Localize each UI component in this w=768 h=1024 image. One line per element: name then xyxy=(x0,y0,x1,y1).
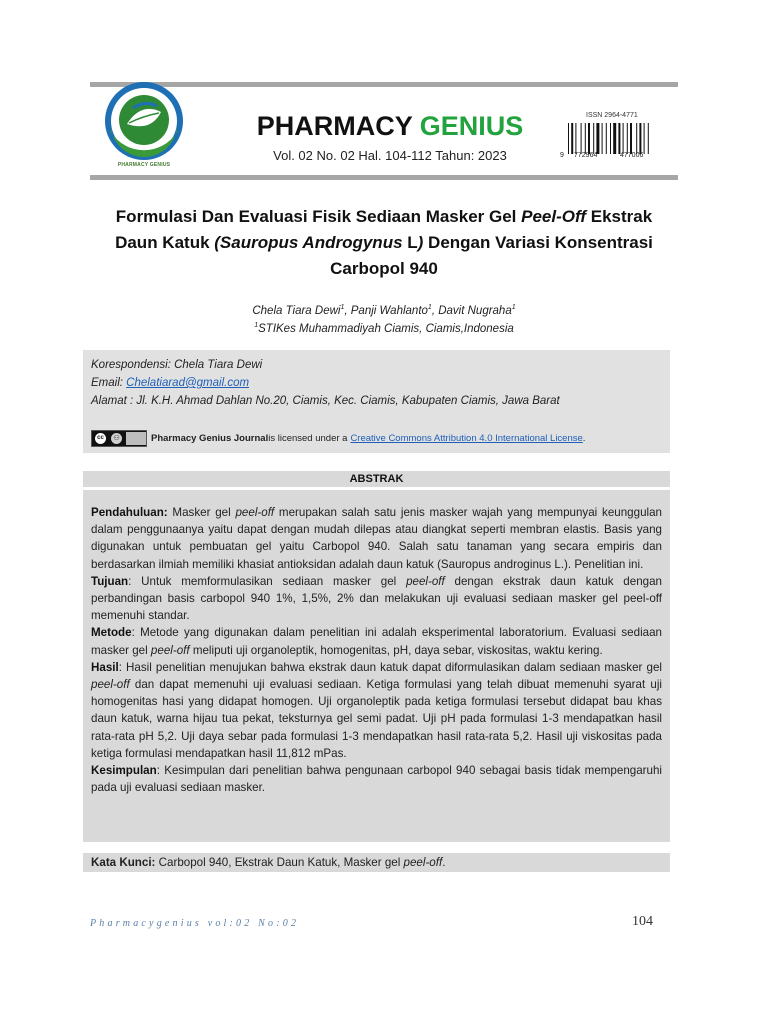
address-line: Alamat : Jl. K.H. Ahmad Dahlan No.20, Ciamis, Kec. Ciamis, Kabupaten Ciamis, Jawa Barat xyxy=(91,395,560,407)
running-footer: Pharmacygenius vol:02 No:02 xyxy=(90,918,300,929)
page-number: 104 xyxy=(632,914,653,929)
volume-line: Vol. 02 No. 02 Hal. 104-112 Tahun: 2023 xyxy=(273,148,507,163)
title-italic-2: (Sauropus Androgynus xyxy=(214,233,403,252)
barcode-bar xyxy=(593,123,594,154)
author-2: Panji Wahlanto xyxy=(350,305,428,317)
attribution-person-icon: ⚇ xyxy=(110,432,123,445)
abstract-hasil xyxy=(91,659,662,762)
barcode-icon xyxy=(568,123,658,154)
license-link[interactable]: Creative Commons Attribution 4.0 International License xyxy=(350,432,583,444)
pendahuluan-text-b: merupakan salah satu jenis masker wajah yang mempunyai keunggulan dalam penggunaanya yaitu dapat dengan mudah dilepas atau diangkat seperti membran elastis. Basis yang digunakan untuk pembuatan gel yaitu Carbopol 940. Salah satu tanaman yang secara empiris dan berdasarkan ilmiah memiliki khasiat antioksidan adalah daun katuk (Sauropus androginus L.). Penelitian ini. xyxy=(91,506,662,571)
barcode-bar xyxy=(644,123,645,154)
affiliation-mark: 1 xyxy=(254,322,259,330)
tujuan-italic: peel-off xyxy=(406,574,445,588)
barcode-bar xyxy=(618,123,620,154)
correspondence-box xyxy=(83,350,670,453)
journal-name-word2: GENIUS xyxy=(419,111,524,141)
license-row xyxy=(91,429,585,447)
author-1: Chela Tiara Dewi xyxy=(252,305,341,317)
header-bottom-rule xyxy=(90,175,678,180)
title-text-4: Dengan Variasi Konsentrasi Carbopol 940 xyxy=(330,233,653,278)
barcode-bar xyxy=(596,123,599,154)
abstract-heading: ABSTRAK xyxy=(83,471,670,487)
barcode-bar xyxy=(581,123,582,154)
abstract-body xyxy=(83,490,670,842)
barcode-bar xyxy=(627,123,628,154)
metode-text-a: : Metode yang digunakan dalam penelitian ini adalah eksperimental laboratorium. Evaluasi sediaan masker gel xyxy=(91,626,662,657)
issn-label: ISSN 2964-4771 xyxy=(586,112,638,119)
author-3-mark: 1 xyxy=(511,304,516,312)
barcode-bar xyxy=(636,123,637,154)
hasil-label: Hasil xyxy=(91,660,119,674)
abstract-metode xyxy=(91,624,662,658)
abstract-pendahuluan xyxy=(91,504,662,573)
title-text-1: Formulasi Dan Evaluasi Fisik Sediaan Masker Gel xyxy=(115,207,522,226)
tujuan-text-b: dengan ekstrak daun katuk dengan perbandingan basis carbopol 940 1%, 1,5%, 2% dan melakukan uji evaluasi sediaan masker gel peel-off memenuhi standar. xyxy=(91,574,662,623)
keywords-italic: peel-off xyxy=(403,856,443,869)
hasil-italic: peel-off xyxy=(91,678,130,692)
author-2-mark: 1 xyxy=(427,304,432,312)
pendahuluan-text-a: Masker gel xyxy=(167,506,236,519)
journal-masthead xyxy=(200,108,580,163)
logo-caption: PHARMACY GENIUS xyxy=(117,162,171,168)
barcode-bar xyxy=(606,123,607,154)
cc-icon: cc xyxy=(94,432,107,445)
affiliation-line xyxy=(95,320,673,338)
barcode-bar xyxy=(568,123,569,154)
cc-badge-strip xyxy=(126,432,146,445)
metode-italic: peel-off xyxy=(150,643,190,657)
barcode-bar xyxy=(613,123,616,154)
title-italic-3: ) xyxy=(417,233,424,252)
barcode-bar xyxy=(648,123,649,154)
correspondent-name: Korespondensi: Chela Tiara Dewi xyxy=(91,359,263,371)
kesimpulan-text: : Kesimpulan dari penelitian bahwa pengunaan carbopol 940 sebagai basis tidak mempengaruhi pada uji evaluasi sediaan masker. xyxy=(91,764,662,795)
issn-barcode xyxy=(560,112,660,164)
barcode-digit-prefix: 9 xyxy=(560,152,564,159)
keywords-end: . xyxy=(442,856,446,869)
author-block xyxy=(95,302,673,338)
tujuan-label: Tujuan xyxy=(91,574,129,588)
barcode-bar xyxy=(610,123,611,154)
barcode-digits-left: 772964 xyxy=(574,152,598,159)
barcode-bar xyxy=(639,123,641,154)
author-1-mark: 1 xyxy=(340,304,345,312)
barcode-bar xyxy=(630,123,632,154)
affiliation: STIKes Muhammadiyah Ciamis, Ciamis,Indonesia xyxy=(258,323,514,335)
title-text-3: L xyxy=(402,233,418,252)
hasil-text-b: dan dapat memenuhi uji evaluasi sediaan. Ketiga formulasi yang telah dibuat memenuhi syarat uji homogenitas hasi yang didapat homogen. Uji organoleptik pada ketiga formulasi tersebut didapat bau khas daun katuk, warna hijau tua pekat, teksturnya gel semi padat. Uji pH pada formulasi 1-3 mendapatkan hasil rata-rata pH 5,2. Uji daya sebar pada formulasi 1-3 mendapatkan hasil rata-rata 5,2. Hasil uji viskositas pada ketiga formulasi mendapatkan hasil 11,812 mPas. xyxy=(91,678,662,760)
metode-text-b: meliputi uji organoleptik, homogenitas, pH, daya sebar, viskositas, waktu kering. xyxy=(189,643,603,657)
author-line: Chela Tiara Dewi$^1$, Panji Wahlanto$^1$, Davit Nugraha$^1$ xyxy=(252,304,516,317)
pendahuluan-label: Pendahuluan: xyxy=(91,506,168,519)
barcode-bar xyxy=(588,123,590,154)
barcode-bar xyxy=(585,123,586,154)
abstract-kesimpulan xyxy=(91,762,662,796)
keywords-box xyxy=(83,853,670,872)
article-title xyxy=(95,204,673,282)
email-link[interactable]: Chelatiarad@gmail.com xyxy=(126,377,250,389)
kesimpulan-label: Kesimpulan xyxy=(91,764,157,778)
metode-label: Metode xyxy=(91,626,132,640)
pendahuluan-italic: peel-off xyxy=(235,506,275,519)
barcode-bar xyxy=(575,123,576,154)
tujuan-text-a: : Untuk memformulasikan sediaan masker gel xyxy=(128,574,407,588)
leaf-logo-icon xyxy=(103,80,185,162)
barcode-digits-right: 477006 xyxy=(620,152,644,159)
cc-by-badge[interactable] xyxy=(91,430,147,447)
hasil-text-a: : Hasil penelitian menujukan bahwa ekstrak daun katuk dapat diformulasikan dalam sediaan masker gel xyxy=(118,660,662,674)
author-3: Davit Nugraha xyxy=(438,305,512,317)
barcode-bar xyxy=(602,123,603,154)
title-text-2: Ekstrak Daun Katuk xyxy=(115,207,653,252)
license-text: is licensed under a xyxy=(268,432,348,444)
barcode-bar xyxy=(571,123,573,154)
barcode-bar xyxy=(623,123,624,154)
keywords-text: Carbopol 940, Ekstrak Daun Katuk, Masker gel xyxy=(155,856,404,869)
license-journal-name: Pharmacy Genius Journal xyxy=(151,432,269,444)
abstract-tujuan xyxy=(91,573,662,625)
keywords-label: Kata Kunci: xyxy=(91,856,156,869)
journal-name xyxy=(200,108,580,144)
journal-logo xyxy=(103,80,185,172)
title-italic-1: Peel-Off xyxy=(521,207,587,226)
license-end: . xyxy=(582,432,586,444)
email-label: Email: xyxy=(91,377,127,389)
journal-name-word1: PHARMACY xyxy=(256,111,413,141)
email-line xyxy=(91,377,249,389)
